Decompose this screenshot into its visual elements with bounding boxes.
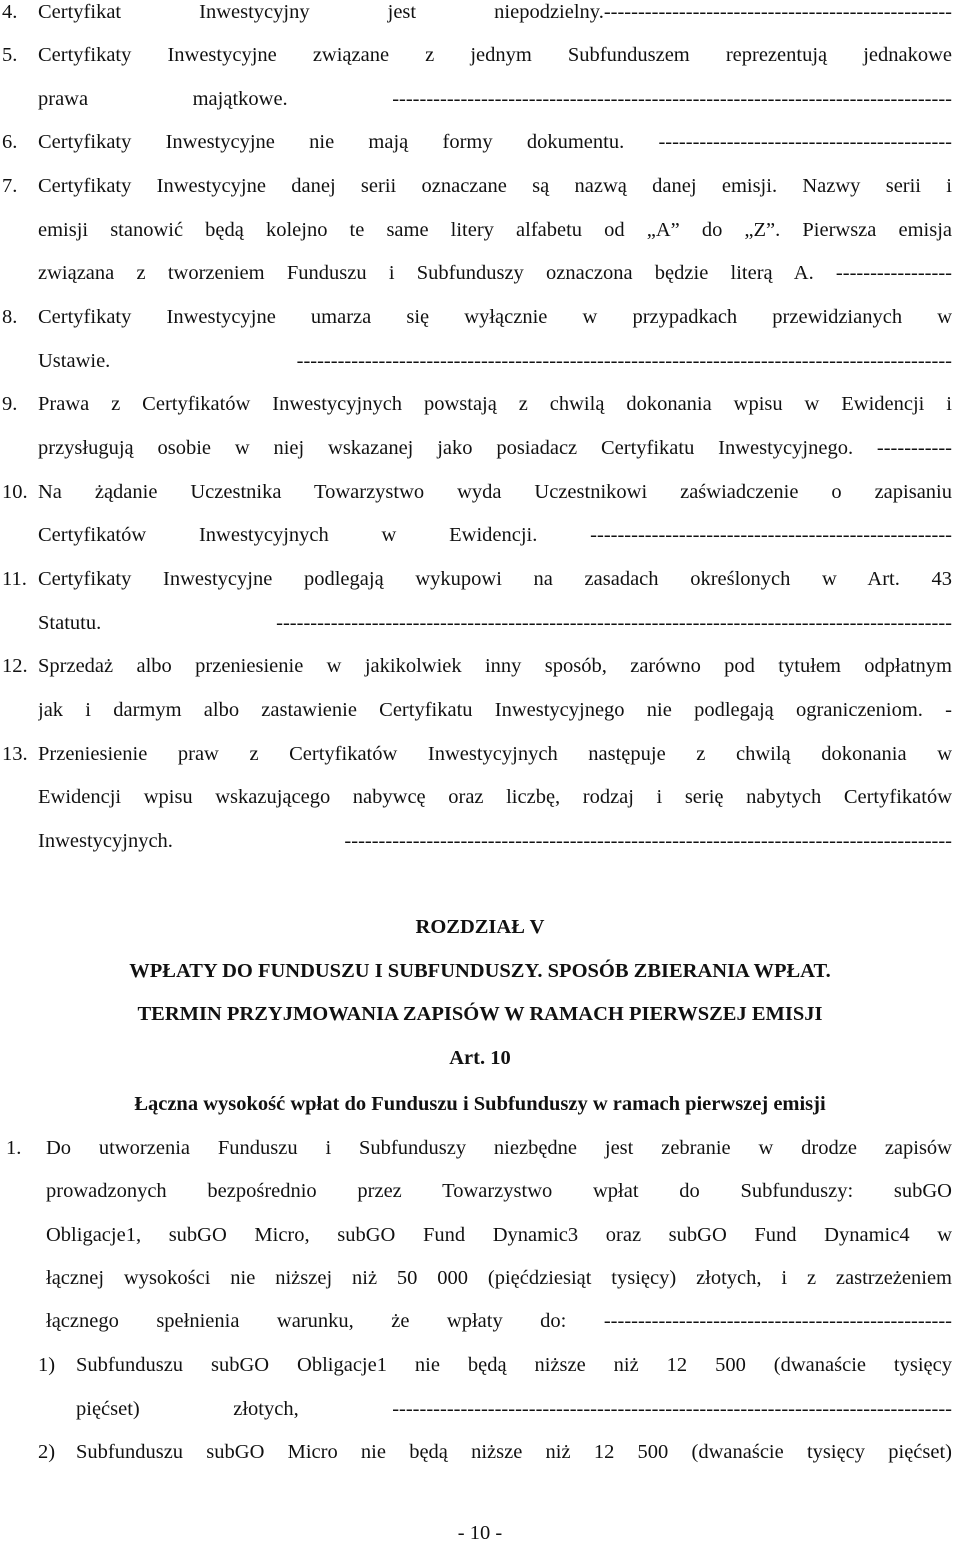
item-number: 5. [2,44,18,66]
item-text: Certyfikaty Inwestycyjne umarza się wyłącznie w przypadkach przewidzianych w [38,306,952,328]
item-text: prawa majątkowe. ---------------------------------------------------------------------------------- [38,88,952,110]
paragraph-line [0,302,960,332]
paragraph-line [0,84,960,114]
item-text: Obligacje1, subGO Micro, subGO Fund Dynamic3 oraz subGO Fund Dynamic4 w [46,1224,952,1246]
item-text: Certyfikaty Inwestycyjne podlegają wykupowi na zasadach określonych w Art. 43 [38,568,952,590]
article-number: Art. 10 [449,1047,511,1069]
paragraph-line [0,1133,960,1163]
paragraph-line [0,171,960,201]
page-number: - 10 - [457,1522,503,1544]
item-text: łącznej wysokości nie niższej niż 50 000 (pięćdziesiąt tysięcy) złotych, i z zastrzeżeniem [46,1267,952,1289]
item-text: Prawa z Certyfikatów Inwestycyjnych powstają z chwilą dokonania wpisu w Ewidencji i [38,393,952,415]
paragraph-line [0,651,960,681]
item-number: 4. [2,1,18,23]
item-number: 9. [2,393,18,415]
item-text: Na żądanie Uczestnika Towarzystwo wyda Uczestnikowi zaświadczenie o zapisaniu [38,481,952,503]
item-number: 1) [38,1354,56,1376]
paragraph-line [0,826,960,856]
paragraph-line [0,782,960,812]
item-text: pięćset) złotych, ---------------------------------------------------------------------------------- [76,1398,952,1420]
item-number: 13. [2,743,28,765]
paragraph-line [0,1263,960,1293]
paragraph-line [0,695,960,725]
paragraph-line [0,477,960,507]
item-number: 8. [2,306,18,328]
item-number: 12. [2,655,28,677]
paragraph-line [0,739,960,769]
item-number: 7. [2,175,18,197]
article-title: Łączna wysokość wpłat do Funduszu i Subfunduszy w ramach pierwszej emisji [134,1093,826,1115]
item-text: Statutu. --------------------------------------------------------------------------------------------------- [38,612,952,634]
paragraph-line [0,1176,960,1206]
paragraph-line [0,1220,960,1250]
item-text: Certyfikaty Inwestycyjne danej serii oznaczane są nazwą danej emisji. Nazwy serii i [38,175,952,197]
item-text: Subfunduszu subGO Obligacje1 nie będą niższe niż 12 500 (dwanaście tysięcy [76,1354,952,1376]
item-number: 11. [2,568,27,590]
paragraph-line [0,258,960,288]
paragraph-line [0,346,960,376]
paragraph-line [0,520,960,550]
item-text: emisji stanowić będą kolejno te same litery alfabetu od „A” do „Z”. Pierwsza emisja [38,219,952,241]
paragraph-line [0,1394,960,1424]
item-number: 1. [6,1137,22,1159]
item-text: jak i darmym albo zastawienie Certyfikatu Inwestycyjnego nie podlegają ograniczeniom. - [38,699,952,721]
item-text: Certyfikaty Inwestycyjne nie mają formy dokumentu. ------------------------------------------- [38,131,952,153]
item-text: prowadzonych bezpośrednio przez Towarzystwo wpłat do Subfunduszy: subGO [46,1180,952,1202]
paragraph-line [0,1437,960,1467]
paragraph-line [0,215,960,245]
item-text: Certyfikaty Inwestycyjne związane z jednym Subfunduszem reprezentują jednakowe [38,44,952,66]
paragraph-line [0,564,960,594]
item-text: Sprzedaż albo przeniesienie w jakikolwiek inny sposób, zarówno pod tytułem odpłatnym [38,655,952,677]
paragraph-line [0,0,960,27]
item-text: Certyfikat Inwestycyjny jest niepodzielny.--------------------------------------------------- [38,1,952,23]
paragraph-line [0,40,960,70]
item-number: 10. [2,481,28,503]
item-text: Przeniesienie praw z Certyfikatów Inwestycyjnych następuje z chwilą dokonania w [38,743,952,765]
item-number: 2) [38,1441,56,1463]
paragraph-line [0,389,960,419]
item-number: 6. [2,131,18,153]
chapter-subtitle-1: WPŁATY DO FUNDUSZU I SUBFUNDUSZY. SPOSÓB ZBIERANIA WPŁAT. [129,960,831,982]
item-text: Do utworzenia Funduszu i Subfunduszy niezbędne jest zebranie w drodze zapisów [46,1137,952,1159]
item-text: Subfunduszu subGO Micro nie będą niższe niż 12 500 (dwanaście tysięcy pięćset) [76,1441,952,1463]
item-text: związana z tworzeniem Funduszu i Subfunduszy oznaczona będzie literą A. ----------------- [38,262,952,284]
paragraph-line [0,1306,960,1336]
chapter-subtitle-2: TERMIN PRZYJMOWANIA ZAPISÓW W RAMACH PIERWSZEJ EMISJI [137,1003,823,1025]
item-text: Ustawie. ------------------------------------------------------------------------------------------------ [38,350,952,372]
paragraph-line [0,1350,960,1380]
item-text: Inwestycyjnych. ----------------------------------------------------------------------------------------- [38,830,952,852]
paragraph-line [0,127,960,157]
paragraph-line [0,608,960,638]
item-text: Ewidencji wpisu wskazującego nabywcę oraz liczbę, rodzaj i serię nabytych Certyfikatów [38,786,952,808]
item-text: Certyfikatów Inwestycyjnych w Ewidencji. ----------------------------------------------------- [38,524,952,546]
item-text: łącznego spełnienia warunku, że wpłaty do: --------------------------------------------------- [46,1310,952,1332]
chapter-title: ROZDZIAŁ V [415,916,545,938]
paragraph-line [0,433,960,463]
item-text: przysługują osobie w niej wskazanej jako posiadacz Certyfikatu Inwestycyjnego. ----------- [38,437,952,459]
